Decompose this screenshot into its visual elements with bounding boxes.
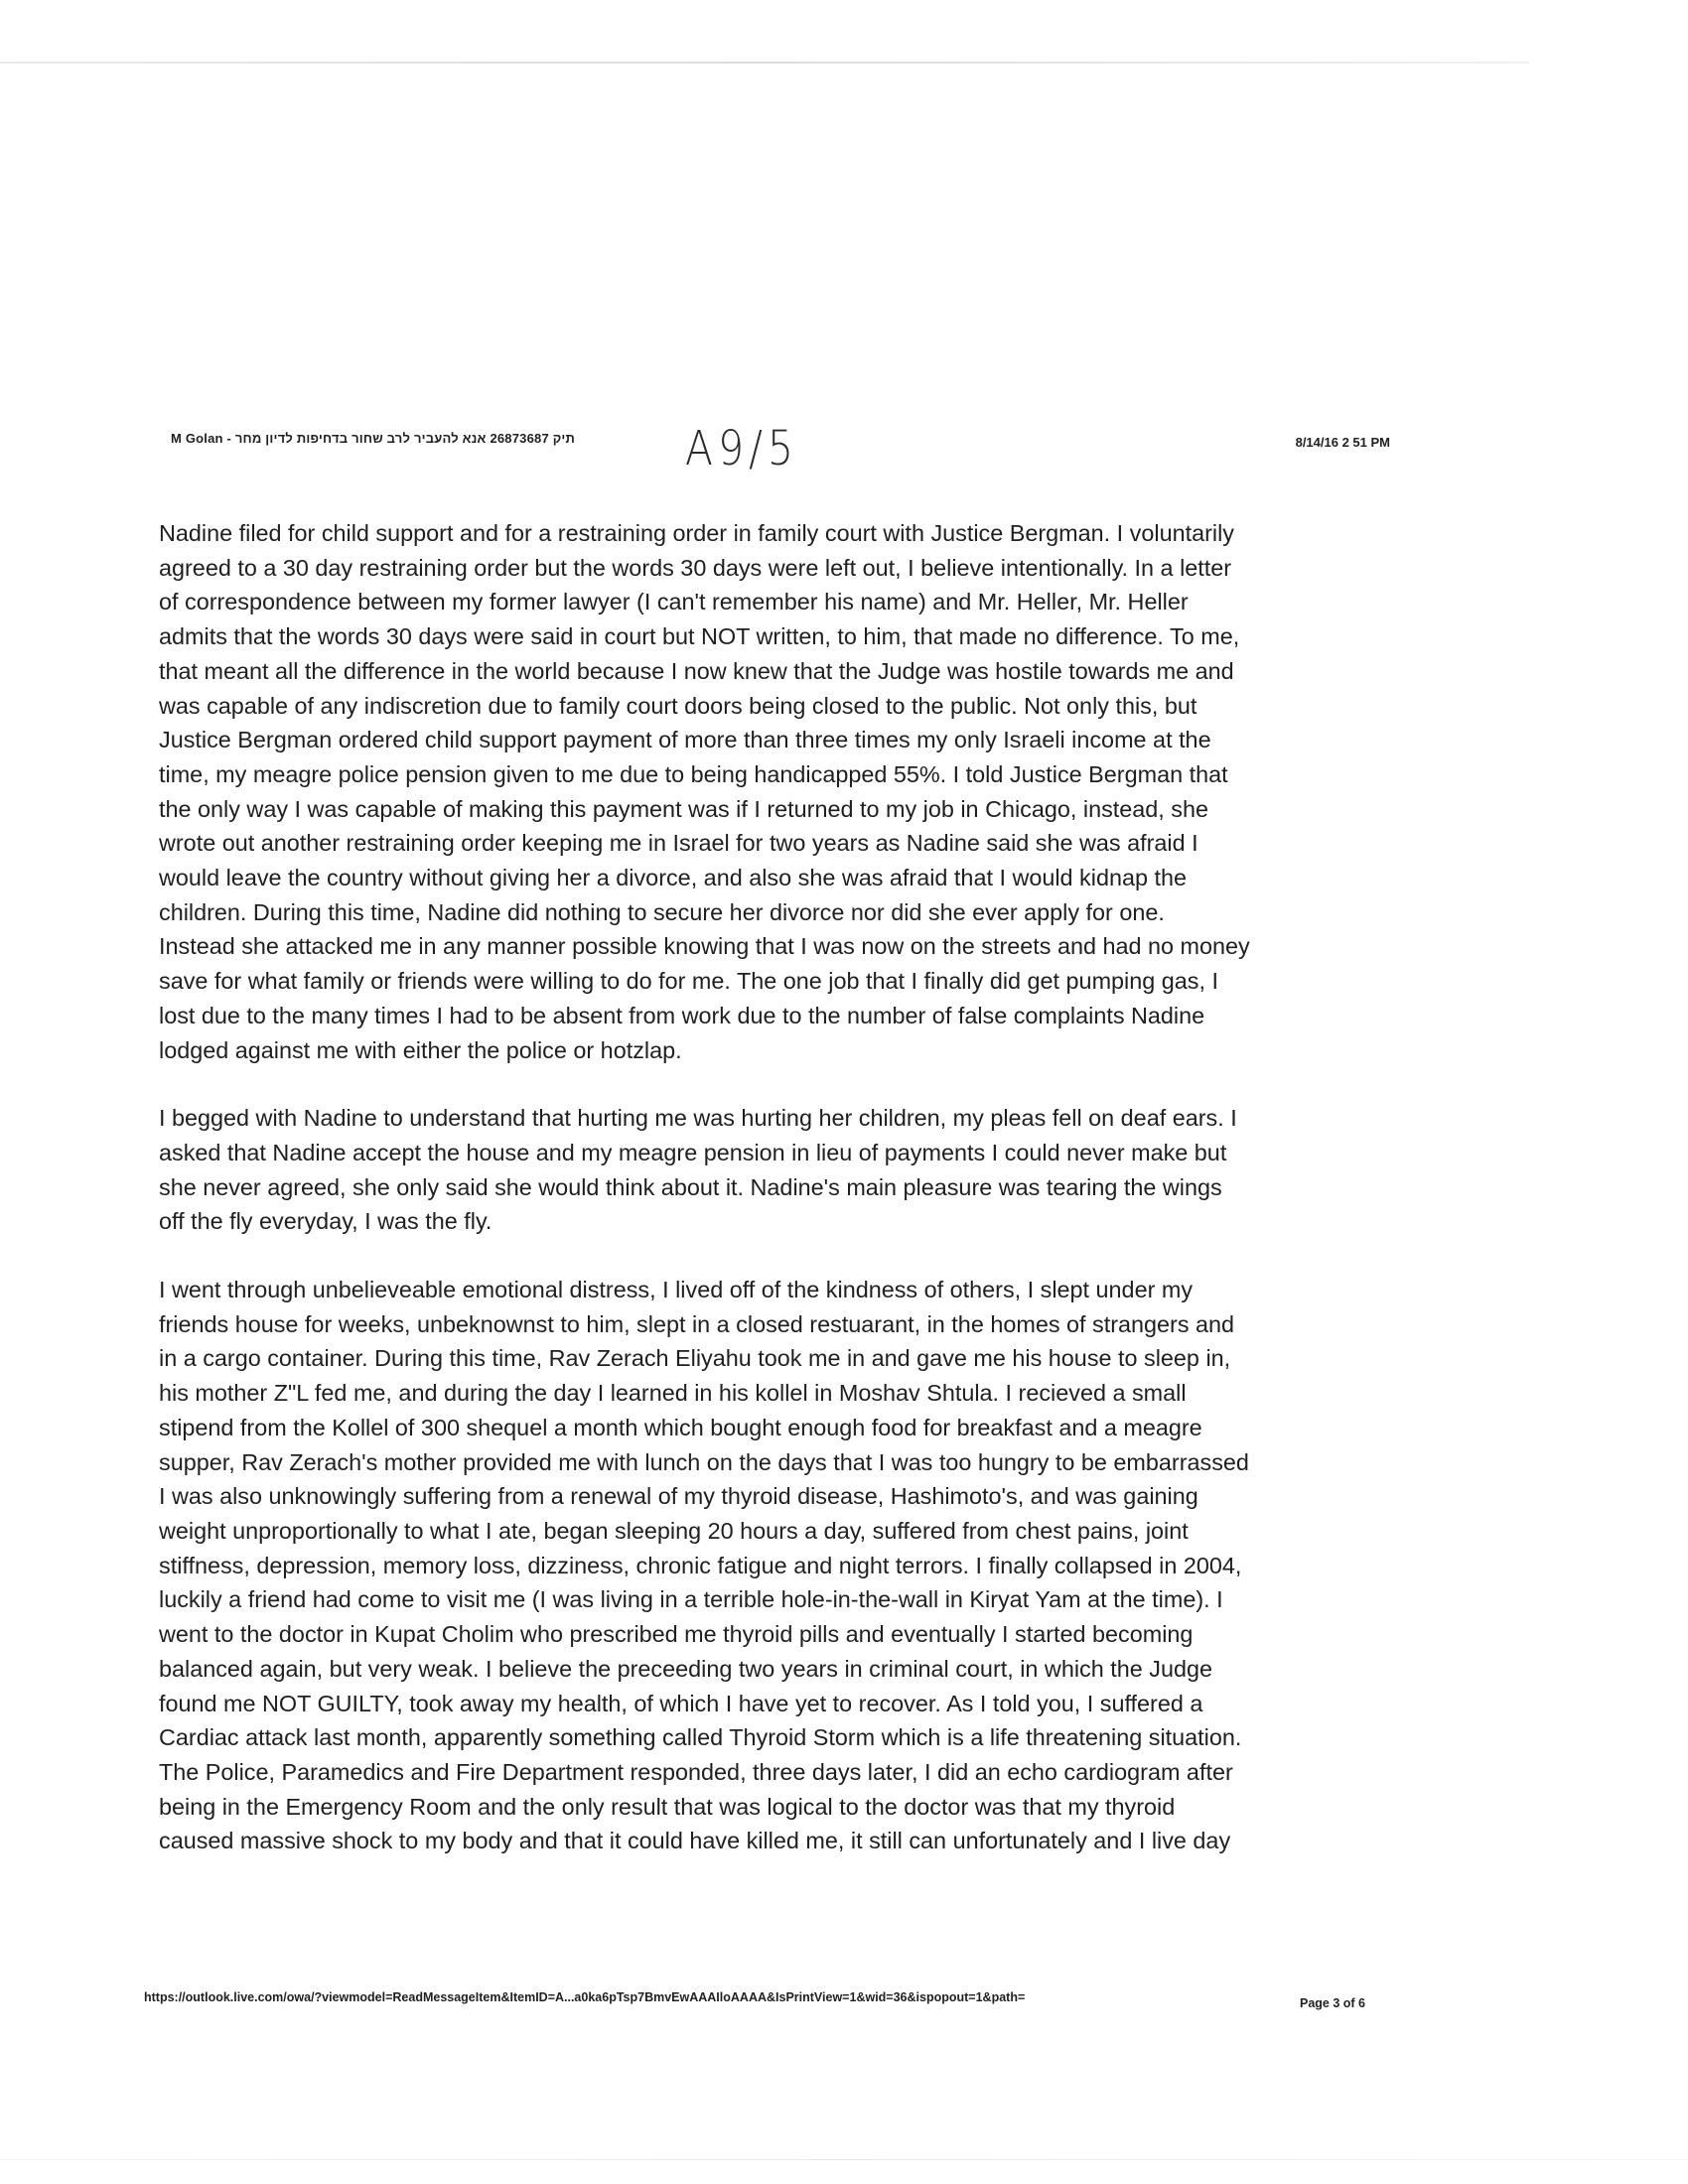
text-line: Cardiac attack last month, apparently something called Thyroid Storm which is a life threatening situation. — [159, 1724, 1242, 1751]
text-line: time, my meagre police pension given to me due to being handicapped 55%. I told Justice Bergman that — [159, 760, 1228, 787]
text-line: in a cargo container. During this time, Rav Zerach Eliyahu took me in and gave me his house to sleep in, — [159, 1345, 1231, 1372]
print-footer — [144, 1990, 1365, 2014]
text-line: I begged with Nadine to understand that hurting me was hurting her children, my pleas fell on deaf ears. I — [159, 1105, 1237, 1132]
text-line: save for what family or friends were willing to do for me. The one job that I finally did get pumping gas, I — [159, 968, 1218, 995]
text-line: found me NOT GUILTY, took away my health, of which I have yet to recover. As I told you, I suffered a — [159, 1690, 1203, 1716]
paragraph — [159, 1101, 1386, 1239]
text-line: agreed to a 30 day restraining order but the words 30 days were left out, I believe intentionally. In a letter — [159, 554, 1232, 581]
text-line: the only way I was capable of making this payment was if I returned to my job in Chicago, instead, she — [159, 795, 1209, 822]
text-line: his mother Z"L fed me, and during the day I learned in his kollel in Moshav Shtula. I recieved a small — [159, 1380, 1187, 1407]
text-line: lost due to the many times I had to be absent from work due to the number of false complaints Nadine — [159, 1002, 1205, 1028]
text-line: supper, Rav Zerach's mother provided me with lunch on the days that I was too hungry to be embarrassed — [159, 1448, 1249, 1475]
text-line: was capable of any indiscretion due to family court doors being closed to the public. Not only this, but — [159, 692, 1197, 719]
text-line: would leave the country without giving her a divorce, and also she was afraid that I would kidnap the — [159, 865, 1188, 891]
text-line: being in the Emergency Room and the only result that was logical to the doctor was that my thyroid — [159, 1793, 1176, 1820]
page-number: Page 3 of 6 — [1300, 1996, 1365, 2010]
text-line: children. During this time, Nadine did nothing to secure her divorce nor did she ever apply for one. — [159, 898, 1165, 925]
text-line: Justice Bergman ordered child support payment of more than three times my only Israeli income at the — [159, 727, 1211, 753]
text-line: friends house for weeks, unbeknownst to him, slept in a closed restuarant, in the homes of strangers and — [159, 1310, 1235, 1337]
text-line: asked that Nadine accept the house and my meagre pension in lieu of payments I could never make but — [159, 1139, 1227, 1165]
text-line: The Police, Paramedics and Fire Department responded, three days later, I did an echo cardiogram after — [159, 1758, 1233, 1785]
header-datetime: 8/14/16 2 51 PM — [1295, 435, 1390, 450]
text-line: I was also unknowingly suffering from a renewal of my thyroid disease, Hashimoto's, and was gaining — [159, 1483, 1198, 1510]
text-line: I went through unbelieveable emotional distress, I lived off of the kindness of others, I slept under my — [159, 1277, 1194, 1303]
letter-body — [159, 516, 1386, 1892]
text-line: she never agreed, she only said she would think about it. Nadine's main pleasure was tearing the wings — [159, 1173, 1222, 1200]
header-sender: M Golan - — [171, 431, 235, 446]
text-line: stipend from the Kollel of 300 shequel a month which bought enough food for breakfast and a meagre — [159, 1414, 1202, 1440]
header-hebrew-subject: תיק 26873687 אנא להעביר לרב שחור בדחיפות לדיון מחר — [234, 431, 576, 446]
text-line: luckily a friend had come to visit me (I was living in a terrible hole-in-the-wall in Kiryat Yam at the time). I — [159, 1586, 1223, 1613]
paragraph — [159, 516, 1386, 1067]
text-line: weight unproportionally to what I ate, began sleeping 20 hours a day, suffered from chest pains, joint — [159, 1517, 1189, 1544]
text-line: wrote out another restraining order keeping me in Israel for two years as Nadine said she was afraid I — [159, 830, 1198, 857]
text-line: Nadine filed for child support and for a restraining order in family court with Justice Bergman. I voluntarily — [159, 520, 1234, 546]
scan-bottom-artifact — [0, 2159, 1688, 2160]
text-line: Instead she attacked me in any manner possible knowing that I was now on the streets and had no money — [159, 933, 1250, 960]
text-line: stiffness, depression, memory loss, dizziness, chronic fatigue and night terrors. I finally collapsed in 2004, — [159, 1552, 1242, 1578]
text-line: of correspondence between my former lawyer (I can't remember his name) and Mr. Heller, Mr. Heller — [159, 589, 1189, 615]
print-header — [171, 421, 1390, 477]
scan-edge-artifact — [0, 62, 1529, 64]
text-line: lodged against me with either the police or hotzlap. — [159, 1036, 682, 1063]
text-line: caused massive shock to my body and that it could have killed me, it still can unfortunately and I live day — [159, 1828, 1231, 1854]
text-line: off the fly everyday, I was the fly. — [159, 1208, 492, 1235]
paragraph — [159, 1273, 1386, 1858]
text-line: that meant all the difference in the world because I now knew that the Judge was hostile towards me and — [159, 657, 1234, 684]
text-line: balanced again, but very weak. I believe the preceeding two years in criminal court, in which the Judge — [159, 1655, 1212, 1682]
text-line: admits that the words 30 days were said in court but NOT written, to him, that made no difference. To me, — [159, 623, 1240, 650]
handwritten-page-mark: A9/5 — [685, 421, 799, 477]
header-subject — [171, 431, 575, 446]
footer-url: https://outlook.live.com/owa/?viewmodel=ReadMessageItem&ItemID=A...a0ka6pTsp7BmvEwAAAIloAAAA&IsPrintView=1&wid=36&ispopout=1&path= — [144, 1990, 1026, 2004]
text-line: went to the doctor in Kupat Cholim who prescribed me thyroid pills and eventually I started becoming — [159, 1621, 1194, 1648]
